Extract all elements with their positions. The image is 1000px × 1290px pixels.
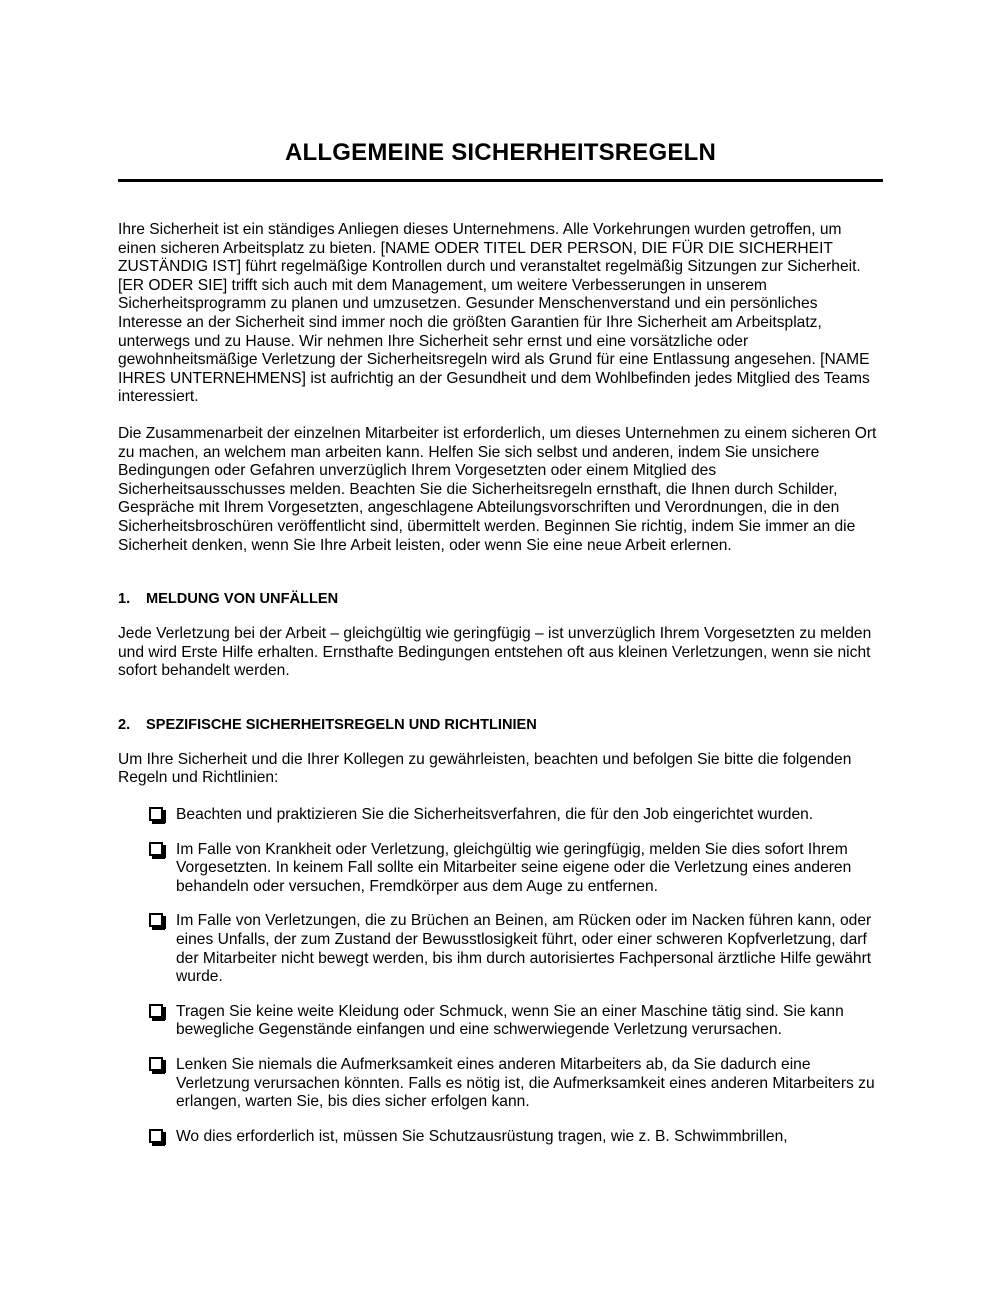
checklist-item-text: Wo dies erforderlich ist, müssen Sie Schutzausrüstung tragen, wie z. B. Schwimmbrillen, [176,1127,788,1145]
section-specific-rules [118,716,883,1147]
checklist-item [118,1003,883,1040]
checkbox-icon [149,1129,163,1143]
document-body [118,221,883,1162]
checklist-item [118,912,883,986]
section-heading [118,716,883,734]
checklist-item-text: Im Falle von Verletzungen, die zu Brüchen an Beinen, am Rücken oder im Nacken führen kann, oder eines Unfalls, der zum Zustand der Bewusstlosigkeit führt, oder einer schweren Kopfverletzung, darf der Mitarbeiter nicht bewegt werden, bis ihm durch autorisiertes Fachpersonal ärztliche Hilfe gewährt wurde. [176,912,872,986]
checklist-item [118,1056,883,1112]
title-underline [118,179,883,182]
checklist-item-text: Beachten und praktizieren Sie die Sicherheitsverfahren, die für den Job eingerichtet wurden. [176,806,814,824]
checklist-item [118,841,883,897]
checklist-item-text: Lenken Sie niemals die Aufmerksamkeit eines anderen Mitarbeiters ab, da Sie dadurch eine Verletzung verursachen könnten. Falls es nötig ist, die Aufmerksamkeit eines anderen Mitarbeiters zu erlangen, warten Sie, bis dies sicher erfolgen kann. [176,1056,875,1111]
checkbox-icon [149,807,163,821]
section-number: 1. [118,591,131,608]
section-number: 2. [118,716,131,733]
checklist-item-text: Tragen Sie keine weite Kleidung oder Schmuck, wenn Sie an einer Maschine tätig sind. Sie kann bewegliche Gegenstände einfangen und eine schwerwiegende Verletzung verursachen. [176,1002,844,1039]
section-paragraph: Um Ihre Sicherheit und die Ihrer Kollegen zu gewährleisten, beachten und befolgen Sie bitte die folgenden Regeln und Richtlinien: [118,750,852,787]
checkbox-icon [149,1057,163,1071]
intro-paragraph: Die Zusammenarbeit der einzelnen Mitarbeiter ist erforderlich, um dieses Unternehmen zu einem sicheren Ort zu machen, an welchem man arbeiten kann. Helfen Sie sich selbst und anderen, indem Sie unsichere Bedingungen oder Gefahren unverzüglich Ihrem Vorgesetzten oder einem Mitglied des Sicherheitsausschusses melden. Beachten Sie die Sicherheitsregeln ernsthaft, die Ihnen durch Schilder, Gespräche mit Ihrem Vorgesetzten, angeschlagene Abteilungsvorschriften und Verordnungen, die in den Sicherheitsbroschüren veröffentlicht sind, übermittelt werden. Beginnen Sie richtig, indem Sie immer an die Sicherheit denken, wenn Sie Ihre Arbeit leisten, oder wenn Sie eine neue Arbeit erlernen. [118,424,877,554]
document-title: ALLGEMEINE SICHERHEITSREGELN [285,139,716,166]
checkbox-icon [149,1004,163,1018]
section-paragraph: Jede Verletzung bei der Arbeit – gleichgültig wie geringfügig – ist unverzüglich Ihrem Vorgesetzten zu melden und wird Erste Hilfe erhalten. Ernsthafte Bedingungen entstehen oft aus kleinen Verletzungen, wenn sie nicht sofort behandelt werden. [118,625,872,680]
section-accident-reporting [118,590,883,681]
checklist-item-text: Im Falle von Krankheit oder Verletzung, gleichgültig wie geringfügig, melden Sie dies sofort Ihrem Vorgesetzten. In keinem Fall sollte ein Mitarbeiter seine eigene oder die Verletzung eines anderen behandeln oder versuchen, Fremdkörper aus dem Auge zu entfernen. [176,840,852,895]
section-title: MELDUNG VON UNFÄLLEN [146,591,339,608]
rules-checklist [118,806,883,1146]
checklist-item [118,1128,883,1147]
section-title: SPEZIFISCHE SICHERHEITSREGELN UND RICHTLINIEN [146,716,537,733]
checklist-item [118,806,883,825]
section-heading [118,590,883,608]
checkbox-icon [149,913,163,927]
intro-paragraph: Ihre Sicherheit ist ein ständiges Anliegen dieses Unternehmens. Alle Vorkehrungen wurden getroffen, um einen sicheren Arbeitsplatz zu bieten. [NAME ODER TITEL DER PERSON, DIE FÜR DIE SICHERHEIT ZUSTÄNDIG IST] führt regelmäßige Kontrollen durch und veranstaltet regelmäßig Sitzungen zur Sicherheit. [ER ODER SIE] trifft sich auch mit dem Management, um weitere Verbesserungen in unserem Sicherheitsprogramm zu planen und umzusetzen. Gesunder Menschenverstand und ein persönliches Interesse an der Sicherheit sind immer noch die größten Garantien für Ihre Sicherheit am Arbeitsplatz, unterwegs und zu Hause. Wir nehmen Ihre Sicherheit sehr ernst und eine vorsätzliche oder gewohnheitsmäßige Verletzung der Sicherheitsregeln wird als Grund für eine Entlassung angesehen. [NAME IHRES UNTERNEHMENS] ist aufrichtig an der Gesundheit und dem Wohlbefinden jedes Mitglied des Teams interessiert. [118,221,870,406]
checkbox-icon [149,842,163,856]
